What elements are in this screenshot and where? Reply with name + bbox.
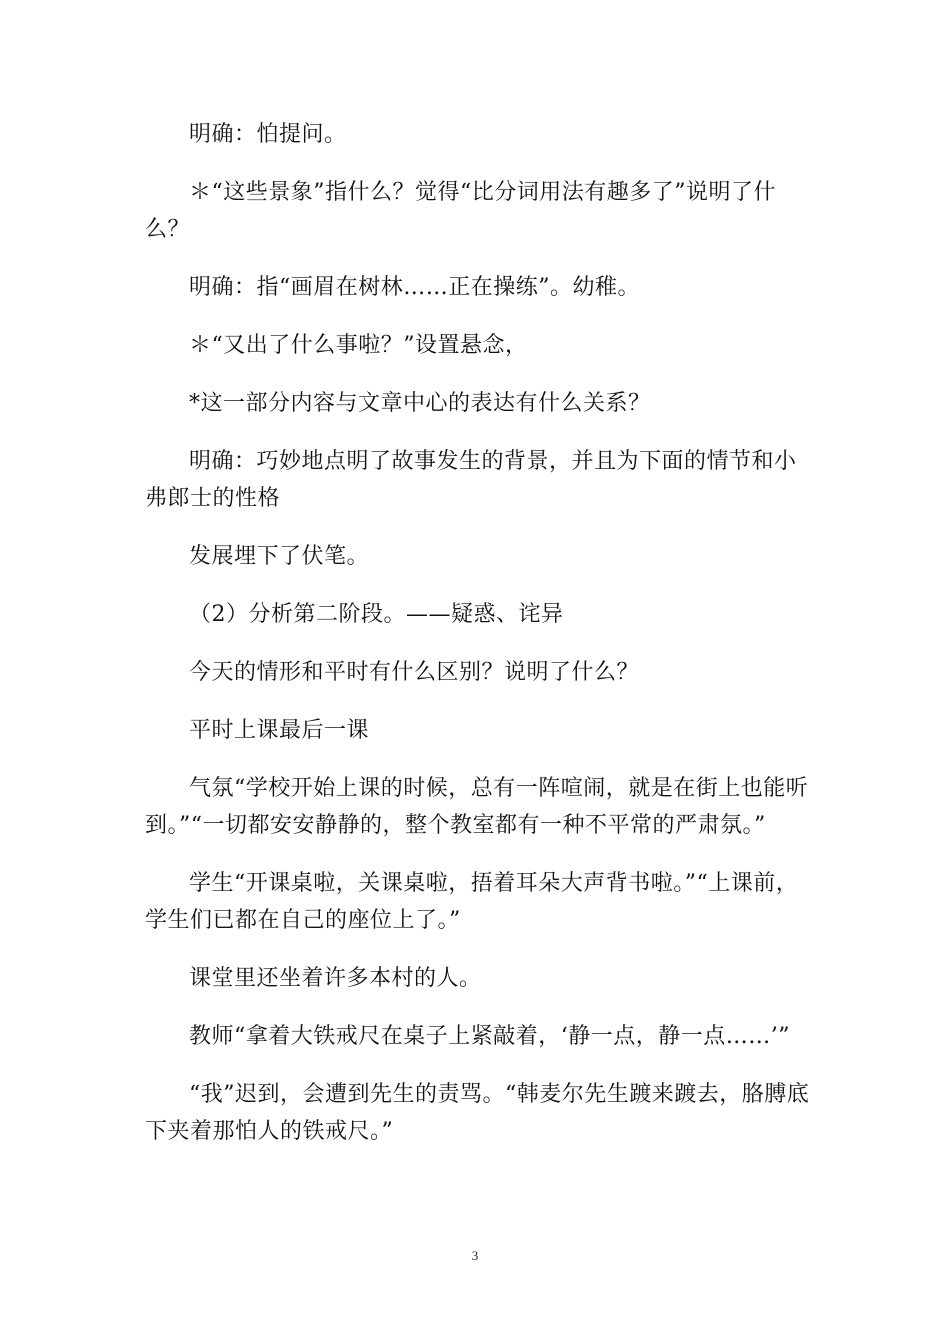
paragraph: 课堂里还坐着许多本村的人。 [189,966,482,991]
page-number: 3 [471,1248,479,1263]
paragraph: （2）分析第二阶段。——疑惑、诧异 [189,602,564,627]
paragraph: ＊“这些景象”指什么？觉得“比分词用法有趣多了”说明了什么？ [145,180,776,242]
paragraph: 教师“拿着大铁戒尺在桌子上紧敲着，‘静一点，静一点……’” [189,1024,790,1049]
document-body [145,116,813,1171]
paragraph: 发展埋下了伏笔。 [189,544,370,569]
paragraph: ＊“又出了什么事啦？”设置悬念， [189,333,528,358]
paragraph: “我”迟到，会遭到先生的责骂。“韩麦尔先生踱来踱去，胳膊底下夹着那怕人的铁戒尺。” [145,1082,810,1144]
paragraph: 明确：指“画眉在树林……正在操练”。幼稚。 [189,275,640,300]
paragraph: 明确：巧妙地点明了故事发生的背景，并且为下面的情节和小弗郎士的性格 [145,449,797,511]
paragraph: 平时上课最后一课 [189,718,370,743]
paragraph: *这一部分内容与文章中心的表达有什么关系？ [189,391,651,416]
paragraph: 气氛“学校开始上课的时候，总有一阵喧闹，就是在街上也能听到。”“一切都安安静静的，整个教室都有一种不平常的严肃氛。” [145,776,809,838]
paragraph: 今天的情形和平时有什么区别？说明了什么？ [189,660,640,685]
paragraph: 明确：怕提问。 [189,122,347,147]
paragraph: 学生“开课桌啦，关课桌啦，捂着耳朵大声背书啦。”“上课前，学生们已都在自己的座位上了。” [145,871,799,933]
